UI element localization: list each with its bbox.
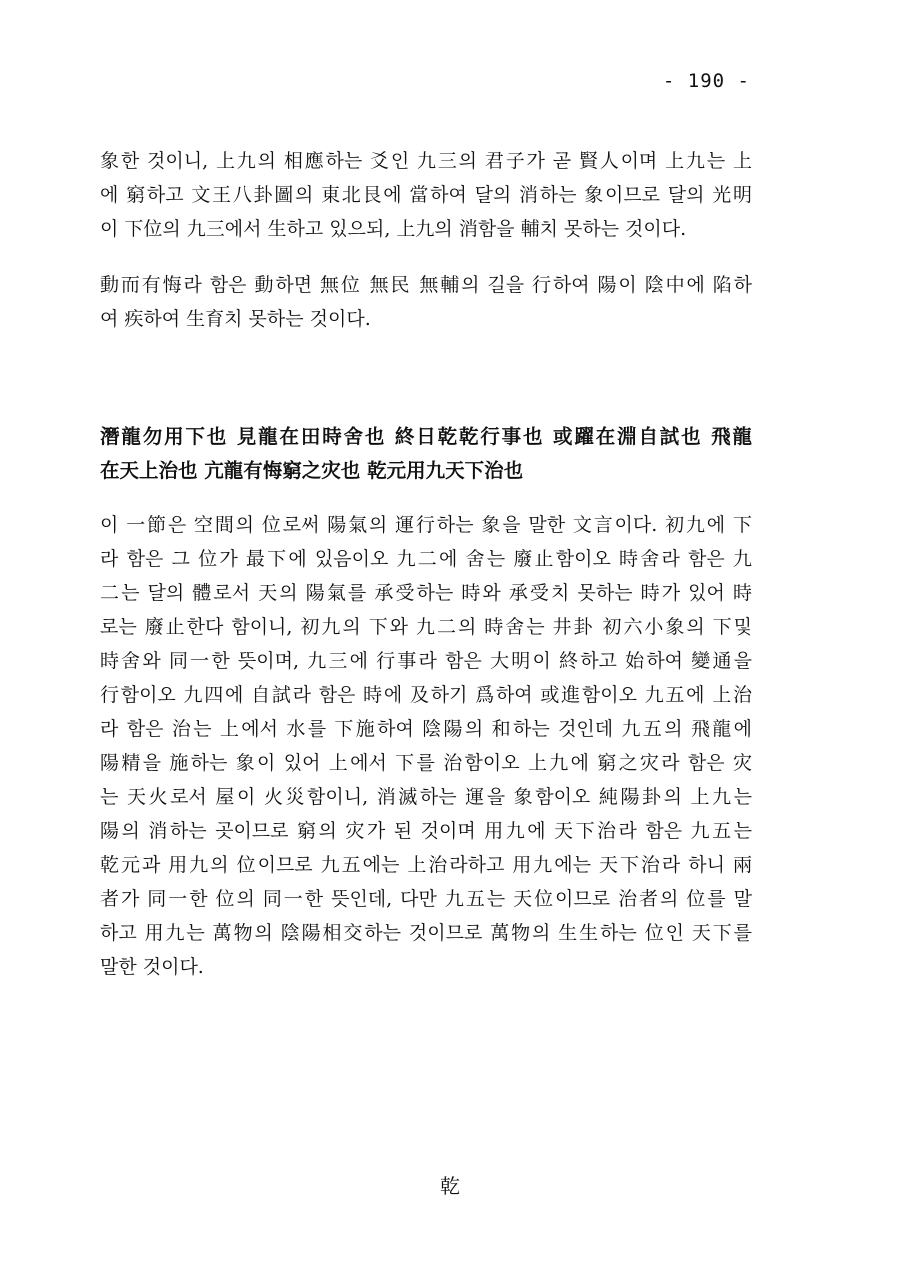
text-line: 이 下位의 九三에서 生하고 있으되, 上九의 消함을 輔치 못하는 것이다. xyxy=(100,218,687,240)
text-line: 라 함은 治는 上에서 水를 下施하여 陰陽의 和하는 것인데 九五의 飛龍에 xyxy=(100,718,752,740)
text-line: 이 一節은 空間의 位로써 陽氣의 運行하는 象을 말한 文言이다. 初九에 下 xyxy=(100,514,752,536)
text-line: 二는 달의 體로서 天의 陽氣를 承受하는 時와 承受치 못하는 時가 있어 時 xyxy=(100,582,752,604)
text-line: 陽의 消하는 곳이므로 窮의 灾가 된 것이며 用九에 天下治라 함은 九五는 xyxy=(100,820,752,842)
text-line: 者가 同一한 位의 同一한 뜻인데, 다만 九五는 天位이므로 治者의 位를 말 xyxy=(100,888,752,910)
text-line: 行함이오 九四에 自試라 함은 時에 及하기 爲하여 或進함이오 九五에 上治 xyxy=(100,684,752,706)
text-line: 로는 廢止한다 함이니, 初九의 下와 九二의 時舍는 井卦 初六小象의 下및 xyxy=(100,616,752,638)
heading-line: 潛龍勿用下也 見龍在田時舍也 終日乾乾行事也 或躍在淵自試也 飛龍 xyxy=(100,425,752,448)
text-line: 는 天火로서 屋이 火災함이니, 消滅하는 運을 象함이오 純陽卦의 上九는 xyxy=(100,786,752,808)
text-line: 에 窮하고 文王八卦圖의 東北艮에 當하여 달의 消하는 象이므로 달의 光明 xyxy=(100,184,752,206)
page-number: - 190 - xyxy=(662,70,750,92)
heading-line: 在天上治也 亢龍有悔窮之灾也 乾元用九天下治也 xyxy=(100,459,524,482)
page-footer: 乾 xyxy=(440,1174,460,1198)
text-line: 乾元과 用九의 位이므로 九五에는 上治라하고 用九에는 天下治라 하니 兩 xyxy=(100,854,752,876)
text-line: 陽精을 施하는 象이 있어 上에서 下를 治함이오 上九에 窮之灾라 함은 灾 xyxy=(100,752,752,774)
text-line: 時舍와 同一한 뜻이며, 九三에 行事라 함은 大明이 終하고 始하여 變通을 xyxy=(100,650,752,672)
text-line: 말한 것이다. xyxy=(100,956,204,978)
text-line: 라 함은 그 位가 最下에 있음이오 九二에 舍는 廢止함이오 時舍라 함은 九 xyxy=(100,548,752,570)
text-line: 여 疾하여 生育치 못하는 것이다. xyxy=(100,308,371,330)
text-line: 象한 것이니, 上九의 相應하는 爻인 九三의 君子가 곧 賢人이며 上九는 上 xyxy=(100,150,752,172)
text-line: 하고 用九는 萬物의 陰陽相交하는 것이므로 萬物의 生生하는 位인 天下를 xyxy=(100,922,752,944)
text-line: 動而有悔라 함은 動하면 無位 無民 無輔의 길을 行하여 陽이 陰中에 陷하 xyxy=(100,274,752,296)
